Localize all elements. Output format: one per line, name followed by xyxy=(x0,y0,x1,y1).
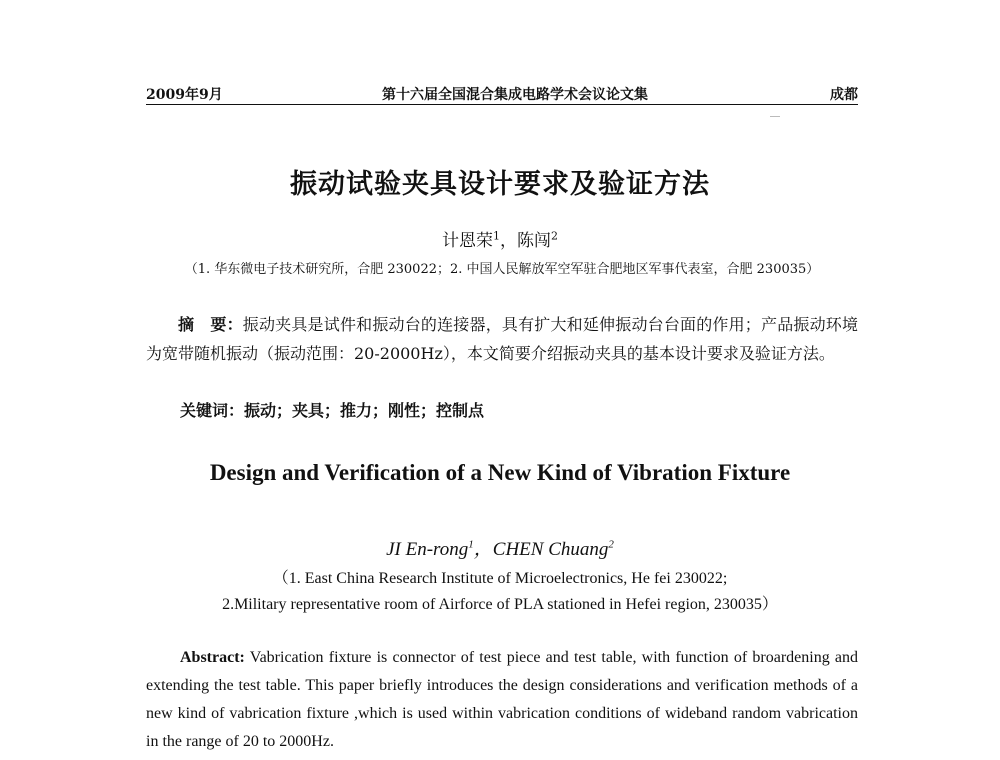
english-title: Design and Verification of a New Kind of Vibration Fixture xyxy=(209,460,791,485)
chinese-author-2: 陈闯 xyxy=(517,231,551,251)
chinese-title: 振动试验夹具设计要求及验证方法 xyxy=(290,169,710,200)
english-author-2: CHEN Chuang xyxy=(492,539,609,560)
chinese-abstract-text: 振动夹具是试件和振动台的连接器，具有扩大和延伸振动台台面的作用；产品振动环境为宽带随机振动（振动范围：20-2000Hz），本文简要介绍振动夹具的基本设计要求及验证方法。 xyxy=(146,315,858,363)
english-affiliation-line-2: 2.Military representative room of Airforce of PLA stationed in Hefei region, 230035） xyxy=(222,596,778,613)
english-abstract xyxy=(146,644,858,756)
chinese-author-2-sup: 2 xyxy=(551,229,558,243)
english-affiliation-line-1: （1. East China Research Institute of Microelectronics, He fei 230022; xyxy=(272,570,728,587)
chinese-keywords-text: 振动；夹具；推力；刚性；控制点 xyxy=(244,401,485,420)
chinese-keywords xyxy=(180,398,484,421)
english-author-1-sup: 1 xyxy=(468,538,474,551)
english-abstract-label: Abstract: xyxy=(180,649,245,666)
chinese-author-1-sup: 1 xyxy=(493,229,500,243)
header-proceedings: 第十六届全国混合集成电路学术会议论文集 xyxy=(382,87,648,103)
english-author-2-sup: 2 xyxy=(608,538,614,551)
chinese-affiliation: （1. 华东微电子技术研究所，合肥 230022；2. 中国人民解放军空军驻合肥地区军事代表室，合肥 230035） xyxy=(184,262,820,277)
scan-artifact xyxy=(770,116,780,117)
chinese-abstract xyxy=(146,310,858,368)
english-affiliation xyxy=(0,566,1000,618)
english-authors xyxy=(0,534,1000,561)
chinese-authors xyxy=(0,226,1000,251)
english-author-1: JI En-rong xyxy=(386,539,469,560)
chinese-abstract-label: 摘 要： xyxy=(178,315,243,334)
chinese-keywords-label: 关键词： xyxy=(180,401,245,420)
header-city: 成都 xyxy=(830,87,858,103)
english-author-separator: ， xyxy=(473,539,493,560)
running-header xyxy=(146,84,858,105)
header-date: 2009年9月 xyxy=(146,87,223,103)
chinese-author-1: 计恩荣 xyxy=(442,231,493,251)
chinese-author-separator: ， xyxy=(500,231,517,251)
english-abstract-text: Vabrication fixture is connector of test piece and test table, with function of broardening and extending the test table. This paper briefly introduces the design considerations and verification methods of a new kind of vabrication fixture ,which is used within vabrication conditions of wideband random vabrication in the range of 20 to 2000Hz. xyxy=(146,649,858,750)
